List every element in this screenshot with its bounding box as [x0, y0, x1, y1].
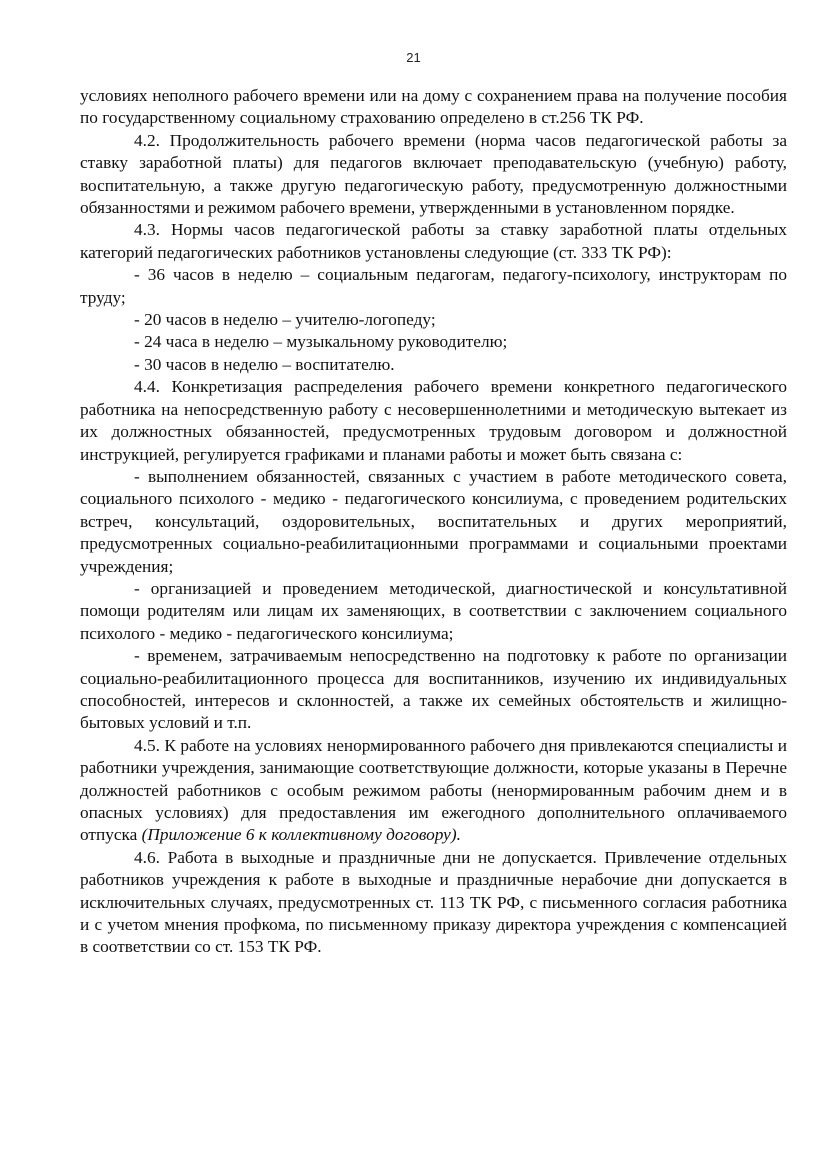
list-item-30-hours: [80, 354, 787, 376]
page-number: 21: [406, 50, 421, 65]
paragraph-text: 4.2. Продолжительность рабочего времени (норма часов педагогической работы за ставку заработной платы) для педагогов включает преподавательскую (учебную) работу, воспитательную, а также другую педагогическую работу, предусмотренную должностными обязанностями и режимом рабочего времени, утвержденными в установленном порядке.: [80, 130, 787, 218]
list-item-duties: [80, 466, 787, 578]
paragraph-text: 4.5. К работе на условиях ненормированного рабочего дня привлекаются специалисты и работники учреждения, занимающие соответствующие должности, которые указаны в Перечне должностей работников с особым режимом работы (ненормированным рабочим днем и в опасных условиях) для предоставления им ежегодного дополнительного оплачиваемого отпуска: [80, 735, 787, 845]
list-item-36-hours: [80, 264, 787, 309]
list-item-20-hours: [80, 309, 787, 331]
paragraph-4-5: [80, 735, 787, 847]
list-item-text: - организацией и проведением методической, диагностической и консультативной помощи родителям или лицам их заменяющих, в соответствии с заключением социального психолого - медико - педагогического консилиума;: [80, 578, 787, 643]
list-item-text: - 20 часов в неделю – учителю-логопеду;: [134, 310, 436, 330]
paragraph-continuation: [80, 85, 787, 130]
list-item-text: - выполнением обязанностей, связанных с участием в работе методического совета, социального психолого - медико - педагогического консилиума, с проведением родительских встреч, консультаций, оздоровительных, воспитательных и других мероприятий, предусмотренных социально-реабилитационными программами и социальными проектами учреждения;: [80, 466, 787, 576]
paragraph-4-6: [80, 847, 787, 959]
list-item-text: - 36 часов в неделю – социальным педагогам, педагогу-психологу, инструкторам по труду;: [80, 265, 787, 307]
list-item-24-hours: [80, 331, 787, 353]
paragraph-4-2: [80, 130, 787, 220]
paragraph-text: 4.3. Нормы часов педагогической работы за ставку заработной платы отдельных категорий педагогических работников установлены следующие (ст. 333 ТК РФ):: [80, 220, 787, 262]
paragraph-text: 4.6. Работа в выходные и праздничные дни не допускается. Привлечение отдельных работников учреждения к работе в выходные и праздничные нерабочие дни допускается в исключительных случаях, предусмотренных ст. 113 ТК РФ, с письменного согласия работника и с учетом мнения профкома, по письменному приказу директора учреждения с компенсацией в соответствии со ст. 153 ТК РФ.: [80, 847, 787, 957]
document-body: [80, 85, 787, 959]
paragraph-text: 4.4. Конкретизация распределения рабочего времени конкретного педагогического работника на непосредственную работу с несовершеннолетними и методическую вытекает из их должностных обязанностей, предусмотренных трудовым договором и должностной инструкцией, регулируется графиками и планами работы и может быть связана с:: [80, 377, 787, 464]
list-item-text: - временем, затрачиваемым непосредственно на подготовку к работе по организации социально-реабилитационного процесса для воспитанников, изучению их индивидуальных способностей, интересов и склонностей, а также их семейных обстоятельств и жилищно-бытовых условий и т.п.: [80, 646, 787, 733]
paragraph-4-4: [80, 376, 787, 466]
appendix-reference: (Приложение 6 к коллективному договору).: [141, 825, 461, 845]
list-item-text: - 30 часов в неделю – воспитателю.: [134, 354, 395, 374]
list-item-preparation: [80, 645, 787, 735]
paragraph-4-3: [80, 219, 787, 264]
paragraph-text: условиях неполного рабочего времени или на дому с сохранением права на получение пособия по государственному социальному страхованию определено в ст.256 ТК РФ.: [80, 86, 787, 128]
list-item-text: - 24 часа в неделю – музыкальному руководителю;: [134, 332, 508, 352]
list-item-consulting: [80, 578, 787, 645]
